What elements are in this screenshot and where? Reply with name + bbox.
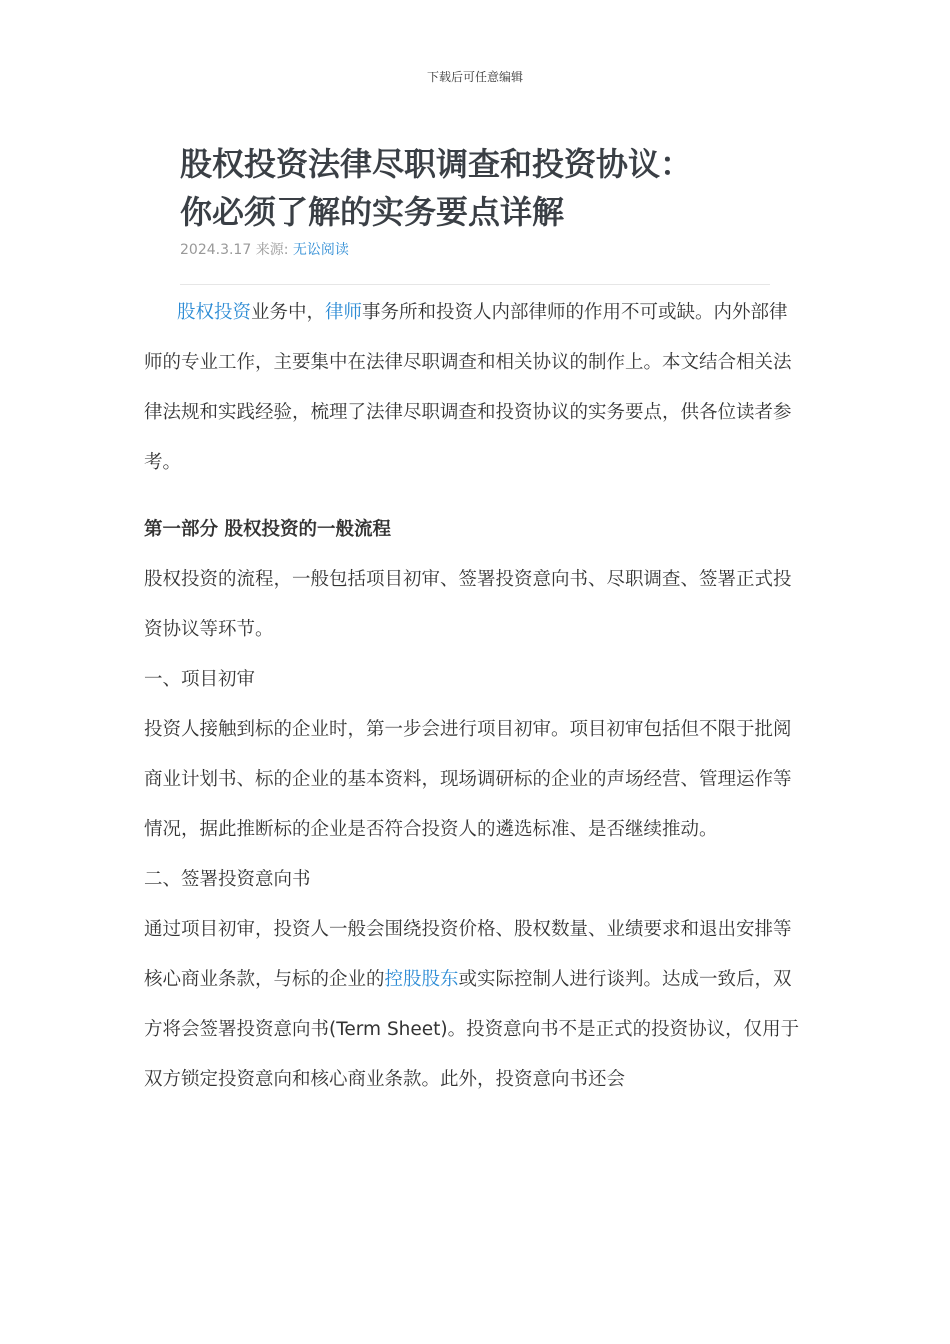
link-controlling-shareholder[interactable]: 控股股东 bbox=[384, 969, 459, 990]
subsection-heading-1: 一、项目初审 bbox=[144, 669, 256, 690]
article-title-line-1: 股权投资法律尽职调查和投资协议： bbox=[180, 145, 693, 183]
part1-overview: 股权投资的流程，一般包括项目初审、签署投资意向书、尽职调查、签署正式投资协议等环节。 bbox=[144, 569, 792, 640]
publish-date: 2024.3.17 bbox=[180, 242, 252, 258]
sub2-text-b: 或实际控制人进行谈判。达成一致后，双方将会签署投资意向书(Term Sheet)。投资意向书不是正式的投资协议，仅用于双方锁定投资意向和核心商业条款。此外，投资意向书还会 bbox=[144, 969, 800, 1090]
sub2-text-a: 通过项目初审，投资人一般会围绕投资价格、股权数量、业绩要求和退出安排等核心商业条款，与标的企业的 bbox=[144, 919, 792, 990]
subsection-1-text: 投资人接触到标的企业时，第一步会进行项目初审。项目初审包括但不限于批阅商业计划书、标的企业的基本资料，现场调研标的企业的声场经营、管理运作等情况，据此推断标的企业是否符合投资人的遴选标准、是否继续推动。 bbox=[144, 719, 792, 840]
source-label: 来源: bbox=[255, 242, 289, 258]
divider bbox=[180, 284, 770, 285]
section-spacer bbox=[144, 488, 806, 505]
intro-paragraph bbox=[144, 288, 806, 488]
article-meta bbox=[180, 239, 349, 259]
link-lawyer[interactable]: 律师 bbox=[325, 302, 363, 323]
subsection-2-text bbox=[144, 905, 806, 1105]
subsection-heading-2: 二、签署投资意向书 bbox=[144, 869, 311, 890]
article-title-line-2: 你必须了解的实务要点详解 bbox=[180, 193, 565, 231]
watermark: 下载后可任意编辑 bbox=[426, 70, 523, 84]
link-equity-investment[interactable]: 股权投资 bbox=[177, 302, 252, 323]
article-body bbox=[144, 288, 806, 1105]
article-title bbox=[180, 140, 800, 236]
intro-text-2: 事务所和投资人内部律师的作用不可或缺。内外部律师的专业工作，主要集中在法律尽职调查和相关协议的制作上。本文结合相关法律法规和实践经验，梳理了法律尽职调查和投资协议的实务要点，供各位读者参考。 bbox=[144, 302, 792, 473]
intro-text-1: 业务中， bbox=[251, 302, 326, 323]
section-heading-part1: 第一部分 股权投资的一般流程 bbox=[144, 519, 391, 540]
source-link[interactable]: 无讼阅读 bbox=[292, 242, 349, 258]
